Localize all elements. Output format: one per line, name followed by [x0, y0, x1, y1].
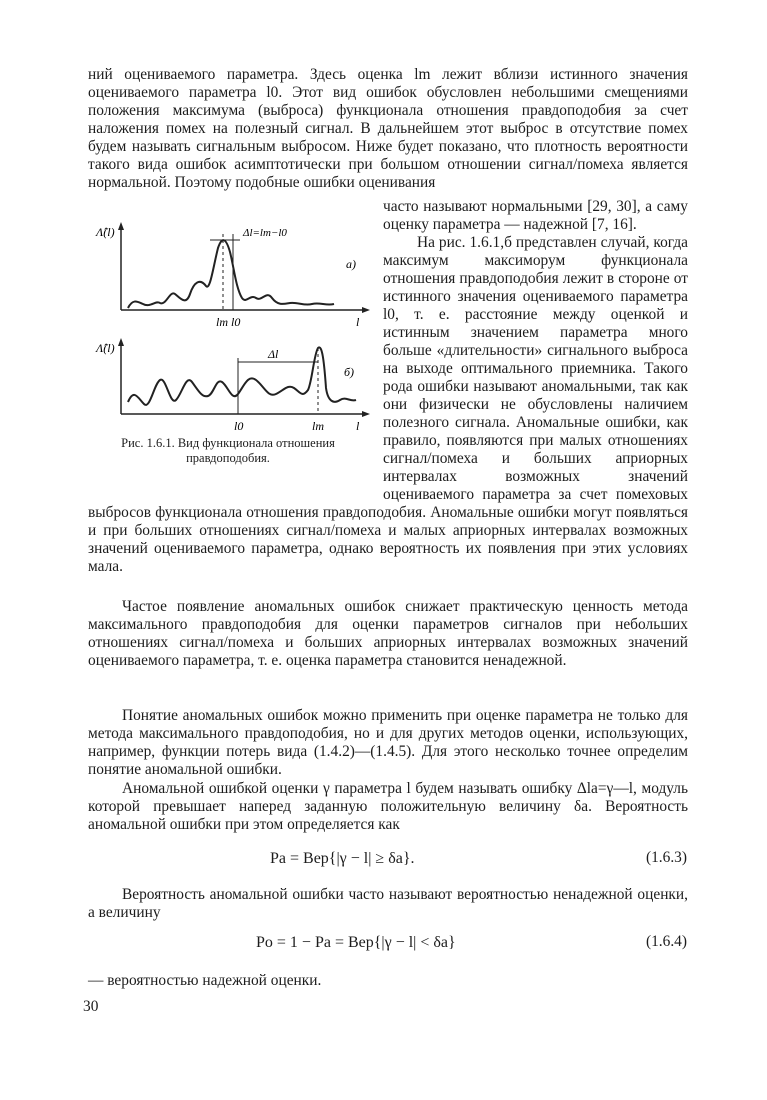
figure-caption: Рис. 1.6.1. Вид функционала отношения правдоподобия. [121, 436, 335, 465]
tick-lm-b: lm [312, 419, 324, 433]
xlabel-b: l [356, 419, 360, 433]
xlabel-a: l [356, 315, 360, 329]
tick-l0-b: l0 [234, 419, 244, 433]
figure-1-6-1 [88, 198, 373, 490]
ticks-a: lm l0 [216, 315, 241, 329]
paragraph-1-continued: часто называют нормальными [29, 30], а саму оценку параметра — надежной [7, 16]. [383, 198, 688, 233]
figure-wrap-block [88, 198, 688, 576]
paragraph-5: Аномальной ошибкой оценки γ параметра l будем называть ошибку Δlа=γ—l, модуль которой превышает наперед заданную положительную величину δа. Вероятность аномальной ошибки при этом определяется как [88, 780, 688, 833]
formula-1-6-4: Pо = 1 − Pа = Вер{|γ − l| < δа} [256, 934, 456, 951]
axis-x-b-arrow [362, 411, 370, 417]
axis-x-a-arrow [362, 307, 370, 313]
ylabel-b: Λ̂(l) [96, 341, 115, 355]
axis-y-a-arrow [118, 222, 124, 230]
curve-b [128, 347, 356, 405]
paragraph-7: — вероятностью надежной оценки. [88, 972, 322, 989]
delta-label-b: Δl [268, 347, 279, 361]
figure-plot [88, 198, 373, 438]
label-b: б) [344, 365, 355, 379]
paragraph-2: На рис. 1.6.1,б представлен случай, когда максимум максиморум функционала отношения правдоподобия лежит в стороне от истинного значения оцениваемого параметра l0, т. е. расстояние между оценкой и истинным значением параметра много больше «длительности» сигнального выброса на выходе оптимального приемника. Такого рода ошибки называют аномальными, так как они физически не обусловлены наличием полезного сигнала. Аномальные ошибки, как правило, появляются при малых отношениях сигнал/помеха и больших априорных интервалах возможных значений оцениваемого параметра за счет помеховых выбросов функционала отношения правдоподобия. Аномальные ошибки могут появляться и при больших отношениях сигнал/помеха и малых априорных интервалах возможных значений оцениваемого параметра, однако вероятность их появления при этих условиях мала. [88, 234, 688, 575]
paragraph-6: Вероятность аномальной ошибки часто называют вероятностью ненадежной оценки, а величину [88, 886, 688, 921]
formula-1-6-3: Pа = Вер{|γ − l| ≥ δа}. [270, 850, 415, 867]
formula-1-6-3-number: (1.6.3) [645, 849, 687, 866]
label-a: а) [346, 257, 356, 271]
page-number: 30 [83, 998, 99, 1015]
paragraph-4: Понятие аномальных ошибок можно применить при оценке параметра не только для метода максимального правдоподобия, но и для других методов оценки, использующих, например, функции потерь вида (1.4.2)—(1.4.5). Для этого несколько точнее определим понятие аномальной ошибки. [88, 707, 688, 778]
curve-a [128, 240, 334, 308]
paragraph-1: ний оцениваемого параметра. Здесь оценка lm лежит вблизи истинного значения оцениваемого параметра l0. Этот вид ошибок обусловлен небольшими смещениями положения максимума (выброса) функционала отношения правдоподобия за счет наложения помех на полезный сигнал. В дальнейшем этот выброс в отсутствие помех будем называть сигнальным выбросом. Ниже будет показано, что плотность вероятности такого вида ошибок асимптотически при большом отношении сигнал/помеха является нормальной. Поэтому подобные ошибки оценивания [88, 66, 688, 191]
delta-label-a: Δl=lm−l0 [243, 227, 287, 239]
ylabel-a: Λ̂(l) [96, 225, 115, 239]
formula-1-6-4-number: (1.6.4) [645, 933, 687, 950]
axis-y-b-arrow [118, 338, 124, 346]
paragraph-3: Частое появление аномальных ошибок снижает практическую ценность метода максимального правдоподобия для оценки параметров сигналов при небольших отношениях сигнал/помеха и больших априорных интервалах возможных значений оцениваемого параметра, т. е. оценка параметра становится ненадежной. [88, 598, 688, 669]
